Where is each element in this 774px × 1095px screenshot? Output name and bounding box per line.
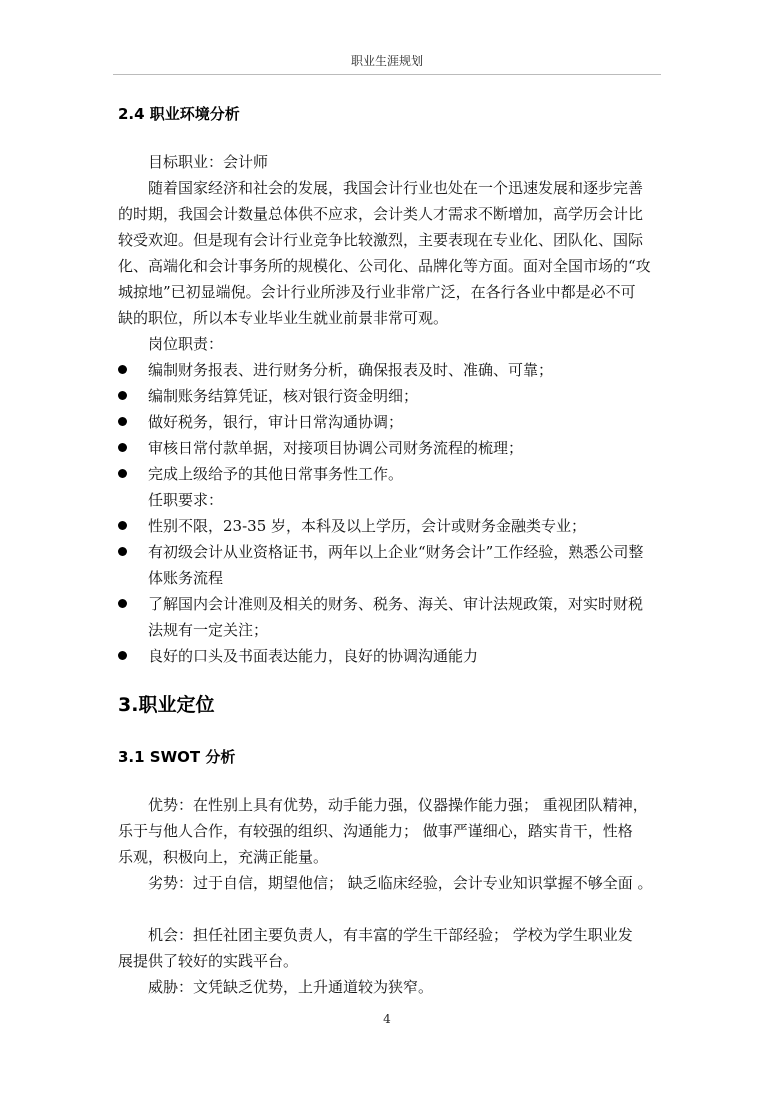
paragraph-line: 较受欢迎。但是现有会计行业竞争比较激烈，主要表现在专业化、团队化、国际	[118, 231, 644, 249]
duty-item: 做好税务，银行，审计日常沟通协调；	[148, 413, 404, 431]
section-3-heading: 3.职业定位	[118, 694, 215, 716]
strengths-line: 优势：在性别上具有优势，动手能力强，仪器操作能力强； 重视团队精神，	[148, 796, 648, 814]
duty-item: 编制财务报表、进行财务分析，确保报表及时、准确、可靠；	[148, 361, 554, 379]
requirements-label: 任职要求：	[148, 491, 224, 509]
duty-item: 编制账务结算凭证，核对银行资金明细；	[148, 387, 419, 405]
bullet-icon	[118, 547, 127, 556]
section-3-1-heading: 3.1 SWOT 分析	[118, 748, 236, 766]
header-divider	[113, 74, 661, 75]
requirement-item-continuation: 法规有一定关注；	[148, 621, 269, 639]
target-job-line: 目标职业：会计师	[148, 153, 269, 171]
requirement-item: 了解国内会计准则及相关的财务、税务、海关、审计法规政策，对实时财税	[148, 595, 644, 613]
section-2-4-heading: 2.4 职业环境分析	[118, 105, 240, 123]
strengths-line: 乐于与他人合作，有较强的组织、沟通能力； 做事严谨细心，踏实肯干，性格	[118, 822, 633, 840]
requirement-item: 有初级会计从业资格证书，两年以上企业“财务会计”工作经验，熟悉公司整	[148, 543, 644, 561]
bullet-icon	[118, 651, 127, 660]
strengths-line: 乐观，积极向上，充满正能量。	[118, 848, 329, 866]
duties-label: 岗位职责：	[148, 335, 224, 353]
bullet-icon	[118, 391, 127, 400]
page-number: 4	[383, 1012, 391, 1026]
opportunities-line: 展提供了较好的实践平台。	[118, 952, 299, 970]
bullet-icon	[118, 521, 127, 530]
bullet-icon	[118, 469, 127, 478]
paragraph-line: 的时期，我国会计数量总体供不应求，会计类人才需求不断增加，高学历会计比	[118, 205, 644, 223]
bullet-icon	[118, 599, 127, 608]
bullet-icon	[118, 417, 127, 426]
paragraph-line: 化、高端化和会计事务所的规模化、公司化、品牌化等方面。面对全国市场的“攻	[118, 257, 651, 275]
requirement-item: 性别不限，23-35 岁，本科及以上学历，会计或财务金融类专业；	[148, 517, 587, 535]
opportunities-line: 机会：担任社团主要负责人，有丰富的学生干部经验； 学校为学生职业发	[148, 926, 633, 944]
bullet-icon	[118, 443, 127, 452]
bullet-icon	[118, 365, 127, 374]
duty-item: 完成上级给予的其他日常事务性工作。	[148, 465, 404, 483]
paragraph-line: 随着国家经济和社会的发展，我国会计行业也处在一个迅速发展和逐步完善	[148, 179, 644, 197]
requirement-item: 良好的口头及书面表达能力，良好的协调沟通能力	[148, 647, 479, 665]
duty-item: 审核日常付款单据，对接项目协调公司财务流程的梳理；	[148, 439, 524, 457]
running-header: 职业生涯规划	[350, 54, 423, 68]
threats-line: 威胁：文凭缺乏优势，上升通道较为狭窄。	[148, 978, 434, 996]
paragraph-line: 城掠地”已初显端倪。会计行业所涉及行业非常广泛，在各行各业中都是必不可	[118, 283, 636, 301]
requirement-item-continuation: 体账务流程	[148, 569, 224, 587]
paragraph-line: 缺的职位，所以本专业毕业生就业前景非常可观。	[118, 309, 449, 327]
weaknesses-line: 劣势：过于自信，期望他信； 缺乏临床经验，会计专业知识掌握不够全面 。	[148, 874, 653, 892]
